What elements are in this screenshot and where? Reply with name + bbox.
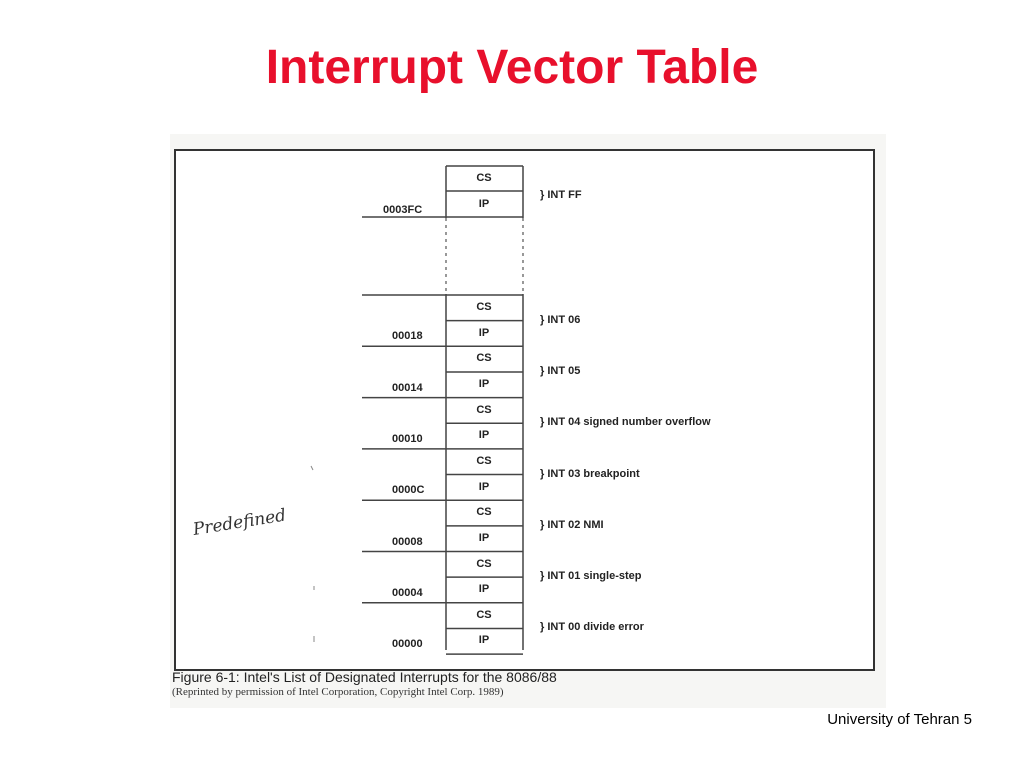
figure-frame	[174, 149, 875, 671]
cs-cell: CS	[476, 301, 492, 313]
top-interrupt-label: } INT FF	[540, 189, 582, 201]
cs-cell: CS	[476, 608, 492, 621]
interrupt-label: } INT 04 signed number overflow	[540, 416, 711, 429]
figure-caption: Figure 6-1: Intel's List of Designated Interrupts for the 8086/88	[172, 669, 557, 685]
entry-address: 0000C	[392, 484, 425, 497]
ip-cell: IP	[478, 634, 490, 647]
ip-cell: IP	[478, 480, 490, 493]
reprint-note: (Reprinted by permission of Intel Corporation, Copyright Intel Corp. 1989)	[172, 686, 504, 698]
ip-cell: IP	[478, 583, 490, 596]
interrupt-label: } INT 05	[540, 364, 581, 377]
slide-footer: University of Tehran 5	[827, 711, 972, 728]
cs-cell: CS	[476, 557, 492, 570]
entry-address: 00008	[392, 535, 423, 548]
top-address: 0003FC	[383, 204, 423, 216]
entry-address: 00014	[392, 381, 423, 394]
entry-address: 00004	[392, 586, 423, 599]
ip-cell: IP	[478, 429, 490, 442]
interrupt-label: } INT 06	[540, 313, 581, 326]
cs-cell: CS	[476, 403, 492, 416]
cs-cell: CS	[476, 506, 492, 519]
ip-cell: IP	[478, 377, 490, 390]
handwritten-note-text: Predefined	[191, 505, 288, 540]
interrupt-label: } INT 01 single-step	[540, 570, 642, 583]
interrupt-label: } INT 03 breakpoint	[540, 467, 640, 480]
entry-address: 00010	[392, 432, 423, 445]
interrupt-label: } INT 02 NMI	[540, 518, 604, 531]
cs-cell: CS	[476, 454, 492, 467]
slide-title: Interrupt Vector Table	[265, 41, 759, 94]
cs-cell: CS	[476, 352, 492, 365]
top-ip-cell: IP	[478, 198, 490, 210]
ip-cell: IP	[478, 326, 490, 339]
entry-address: 00018	[392, 330, 423, 343]
interrupt-label: } INT 00 divide error	[540, 621, 644, 634]
top-cs-cell: CS	[476, 172, 492, 184]
ip-cell: IP	[478, 531, 490, 544]
entry-address: 00000	[392, 638, 423, 651]
